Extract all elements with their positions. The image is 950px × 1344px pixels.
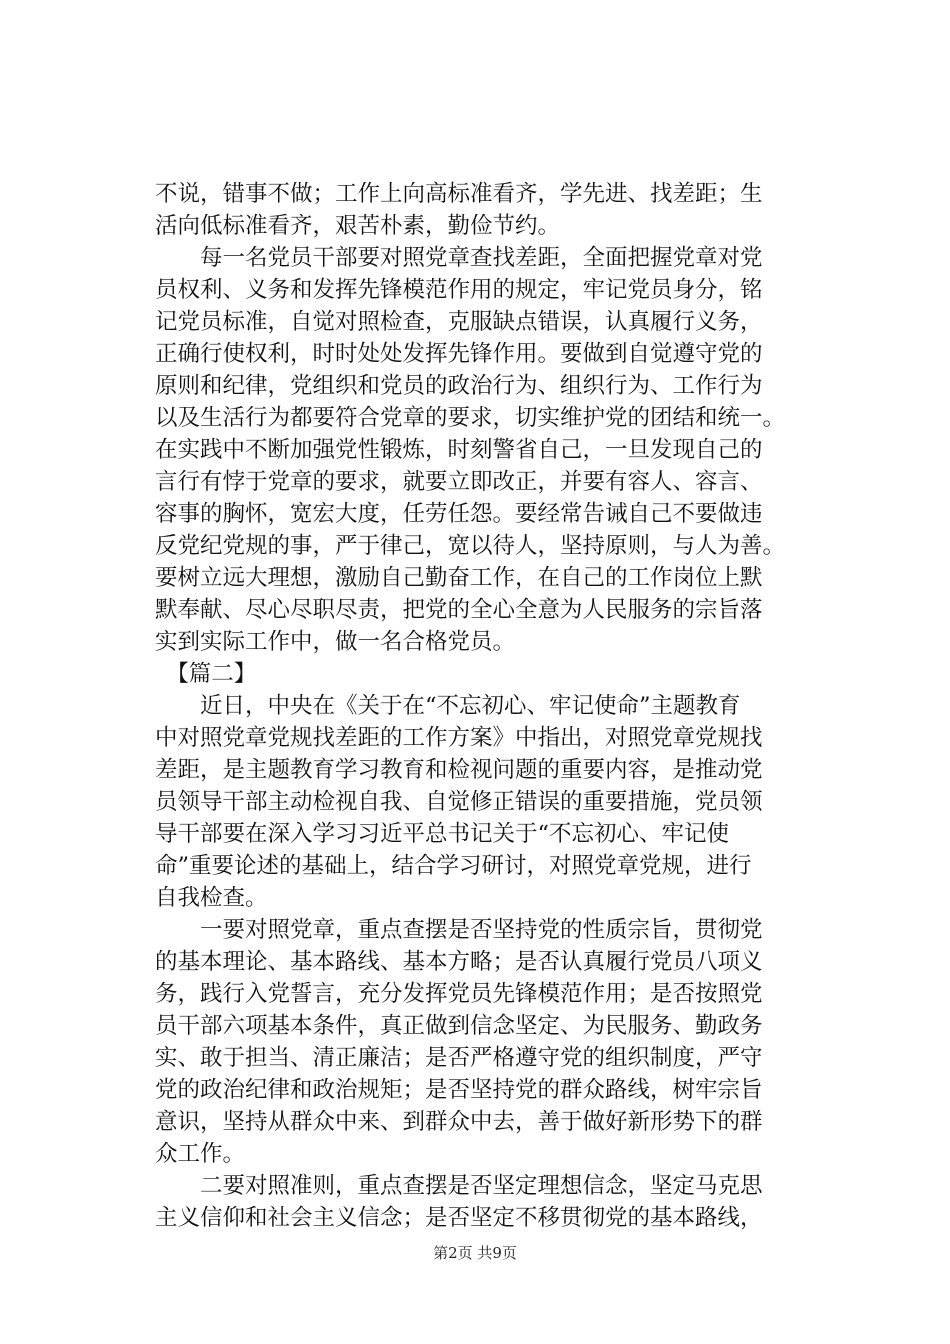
text-line: 反党纪党规的事，严于律己，宽以待人，坚持原则，与人为善。 [155, 533, 786, 559]
text-line: 实到实际工作中，做一名合格党员。 [155, 629, 516, 655]
text-line: 中对照党章党规找差距的工作方案》中指出，对照党章党规找 [155, 725, 763, 751]
text-line: 的基本理论、基本路线、基本方略；是否认真履行党员八项义 [155, 949, 763, 975]
text-line: 每一名党员干部要对照党章查找差距，全面把握党章对党 [155, 245, 763, 271]
page-number-footer: 第2页 共9页 [433, 1244, 517, 1262]
text-line: 员领导干部主动检视自我、自觉修正错误的重要措施，党员领 [155, 789, 763, 815]
text-line: 正确行使权利，时时处处发挥先锋作用。要做到自觉遵守党的 [155, 341, 763, 367]
text-line: 自我检查。 [155, 885, 268, 911]
text-line: 不说，错事不做；工作上向高标准看齐，学先进、找差距；生 [155, 181, 763, 207]
text-line: 员权利、义务和发挥先锋模范作用的规定，牢记党员身分，铭 [155, 277, 763, 303]
text-line: 二要对照准则，重点查摆是否坚定理想信念，坚定马克思 [155, 1173, 763, 1199]
text-line: 主义信仰和社会主义信念；是否坚定不移贯彻党的基本路线， [155, 1205, 763, 1231]
text-line: 近日，中央在《关于在“不忘初心、牢记使命”主题教育 [155, 693, 741, 719]
text-line: 要树立远大理想，激励自己勤奋工作，在自己的工作岗位上默 [155, 565, 763, 591]
text-line: 员干部六项基本条件，真正做到信念坚定、为民服务、勤政务 [155, 1013, 763, 1039]
section-heading: 【篇二】 [155, 661, 257, 687]
text-line: 党的政治纪律和政治规矩；是否坚持党的群众路线，树牢宗旨 [155, 1077, 763, 1103]
text-line: 以及生活行为都要符合党章的要求，切实维护党的团结和统一。 [155, 405, 786, 431]
text-line: 命”重要论述的基础上，结合学习研讨，对照党章党规，进行 [155, 853, 752, 879]
text-line: 原则和纪律，党组织和党员的政治行为、组织行为、工作行为 [155, 373, 763, 399]
text-line: 在实践中不断加强党性锻炼，时刻警省自己，一旦发现自己的 [155, 437, 763, 463]
text-line: 差距，是主题教育学习教育和检视问题的重要内容，是推动党 [155, 757, 763, 783]
text-line: 容事的胸怀，宽宏大度，任劳任怨。要经常告诫自己不要做违 [155, 501, 763, 527]
text-line: 众工作。 [155, 1141, 246, 1167]
text-line: 务，践行入党誓言，充分发挥党员先锋模范作用；是否按照党 [155, 981, 763, 1007]
text-line: 导干部要在深入学习习近平总书记关于“不忘初心、牢记使 [155, 821, 730, 847]
text-line: 一要对照党章，重点查摆是否坚持党的性质宗旨，贯彻党 [155, 917, 763, 943]
text-line: 默奉献、尽心尽职尽责，把党的全心全意为人民服务的宗旨落 [155, 597, 763, 623]
text-line: 记党员标准，自觉对照检查，克服缺点错误，认真履行义务， [155, 309, 763, 335]
text-line: 意识，坚持从群众中来、到群众中去，善于做好新形势下的群 [155, 1109, 763, 1135]
text-line: 活向低标准看齐，艰苦朴素，勤俭节约。 [155, 213, 561, 239]
text-line: 言行有悖于党章的要求，就要立即改正，并要有容人、容言、 [155, 469, 763, 495]
document-body [155, 178, 845, 1234]
text-line: 实、敢于担当、清正廉洁；是否严格遵守党的组织制度，严守 [155, 1045, 763, 1071]
